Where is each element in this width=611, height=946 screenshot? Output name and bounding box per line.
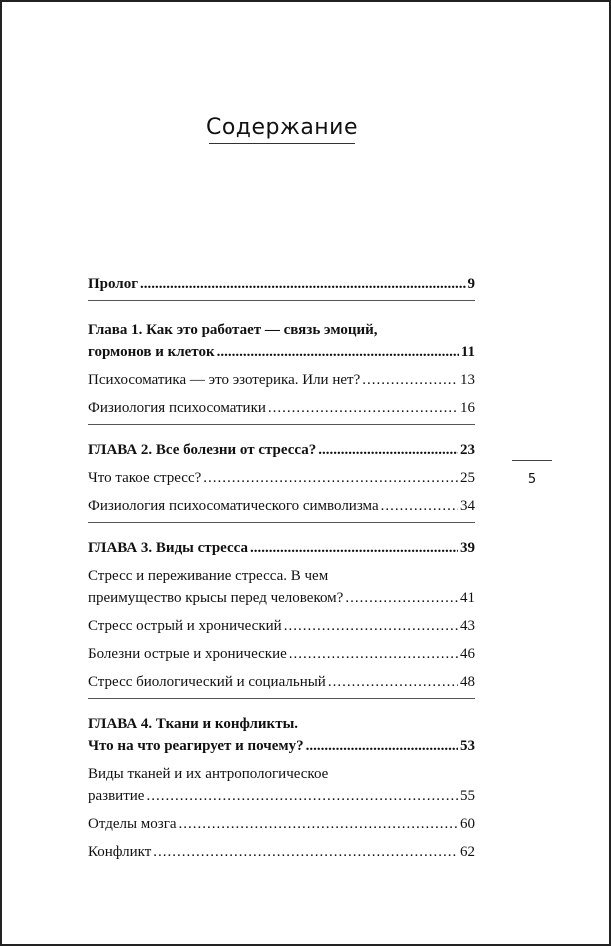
toc-leader-dots	[362, 369, 458, 391]
toc-leader-dots	[328, 671, 458, 693]
toc-page-number: 25	[460, 470, 475, 486]
toc-entry-title: Глава 1. Как это работает — связь эмоций,	[88, 322, 378, 338]
toc-leader-dots	[268, 397, 458, 419]
toc-entry-line	[88, 671, 475, 693]
toc-entry-line	[88, 713, 475, 735]
toc-entry-line	[88, 615, 475, 637]
section-divider	[88, 698, 475, 699]
toc-page-number: 48	[460, 674, 475, 690]
toc-entry-title: Что на что реагирует и почему?	[88, 738, 304, 754]
toc-entry-line	[88, 397, 475, 419]
toc-entry-line	[88, 439, 475, 461]
toc-chapter-entry	[88, 273, 475, 295]
toc-page-number: 43	[460, 618, 475, 634]
toc-leader-dots	[318, 439, 458, 461]
toc-entry-title: Физиология психосоматического символизма	[88, 498, 379, 514]
toc-entry-title: Физиология психосоматики	[88, 400, 266, 416]
toc-section-entry	[88, 565, 475, 609]
toc-leader-dots	[146, 785, 458, 807]
toc-entry-title: Болезни острые и хронические	[88, 646, 287, 662]
toc-leader-dots	[250, 537, 458, 559]
title-underline	[209, 143, 355, 144]
toc-entry-title: Стресс острый и хронический	[88, 618, 282, 634]
toc-section-entry	[88, 671, 475, 693]
toc-chapter-entry	[88, 439, 475, 461]
toc-section-entry	[88, 495, 475, 517]
toc-entry-line	[88, 813, 475, 835]
toc-page-number: 39	[460, 540, 475, 556]
toc-chapter-entry	[88, 537, 475, 559]
toc-entry-line	[88, 467, 475, 489]
toc-entry-line	[88, 763, 475, 785]
toc-section-entry	[88, 467, 475, 489]
toc-entry-line	[88, 495, 475, 517]
page-number: 5	[527, 472, 537, 487]
toc-entry-title: Стресс и переживание стресса. В чем	[88, 568, 329, 584]
toc-entry-line	[88, 785, 475, 807]
toc-entry-title: Отделы мозга	[88, 816, 177, 832]
toc-leader-dots	[306, 735, 458, 757]
toc-entry-line	[88, 369, 475, 391]
toc-entry-title: ГЛАВА 2. Все болезни от стресса?	[88, 442, 317, 458]
toc-page-number: 55	[460, 788, 475, 804]
toc-entry-title: ГЛАВА 3. Виды стресса	[88, 540, 249, 556]
section-divider	[88, 424, 475, 425]
toc-section-entry	[88, 615, 475, 637]
section-divider	[88, 522, 475, 523]
toc-leader-dots	[345, 587, 458, 609]
toc-page-number: 60	[460, 816, 475, 832]
toc-page-number: 53	[460, 738, 475, 754]
toc-entry-title: гормонов и клеток	[88, 344, 215, 360]
toc-page-number: 9	[467, 276, 475, 292]
toc-leader-dots	[289, 643, 458, 665]
toc-page-number: 46	[460, 646, 475, 662]
toc-entry-title: развитие	[88, 788, 145, 804]
toc-leader-dots	[179, 813, 458, 835]
toc-entry-line	[88, 587, 475, 609]
toc-page-number: 62	[460, 844, 475, 860]
toc-entry-title: Виды тканей и их антропологическое	[88, 766, 329, 782]
toc-leader-dots	[203, 467, 458, 489]
toc-leader-dots	[153, 841, 458, 863]
toc-section-entry	[88, 763, 475, 807]
toc-chapter-entry	[88, 713, 475, 757]
toc-page-number: 34	[460, 498, 475, 514]
toc-leader-dots	[140, 273, 465, 295]
toc-entry-line	[88, 341, 475, 363]
toc-entry-line	[88, 537, 475, 559]
toc-entry-title: Психосоматика — это эзотерика. Или нет?	[88, 372, 361, 388]
toc-entry-title: преимущество крысы перед человеком?	[88, 590, 344, 606]
page-title: Содержание	[205, 115, 359, 140]
toc-section-entry	[88, 813, 475, 835]
toc-entry-line	[88, 273, 475, 295]
toc-section-entry	[88, 369, 475, 391]
toc-section-entry	[88, 841, 475, 863]
toc-entry-line	[88, 841, 475, 863]
toc-page-number: 41	[460, 590, 475, 606]
toc-page-number: 13	[460, 372, 475, 388]
toc-entry-line	[88, 643, 475, 665]
toc-entry-title: ГЛАВА 4. Ткани и конфликты.	[88, 716, 299, 732]
toc-leader-dots	[217, 341, 459, 363]
toc-page-number: 11	[460, 344, 475, 360]
table-of-contents	[88, 267, 475, 863]
toc-page-number: 16	[460, 400, 475, 416]
toc-section-entry	[88, 643, 475, 665]
toc-entry-line	[88, 319, 475, 341]
toc-entry-title: Стресс биологический и социальный	[88, 674, 326, 690]
folio-rule	[512, 460, 552, 461]
toc-chapter-entry	[88, 319, 475, 363]
toc-leader-dots	[381, 495, 458, 517]
toc-entry-line	[88, 565, 475, 587]
section-divider	[88, 300, 475, 301]
toc-page-number: 23	[460, 442, 475, 458]
toc-entry-line	[88, 735, 475, 757]
toc-entry-title: Что такое стресс?	[88, 470, 202, 486]
toc-entry-title: Пролог	[88, 276, 139, 292]
toc-entry-title: Конфликт	[88, 844, 152, 860]
toc-section-entry	[88, 397, 475, 419]
toc-leader-dots	[284, 615, 458, 637]
